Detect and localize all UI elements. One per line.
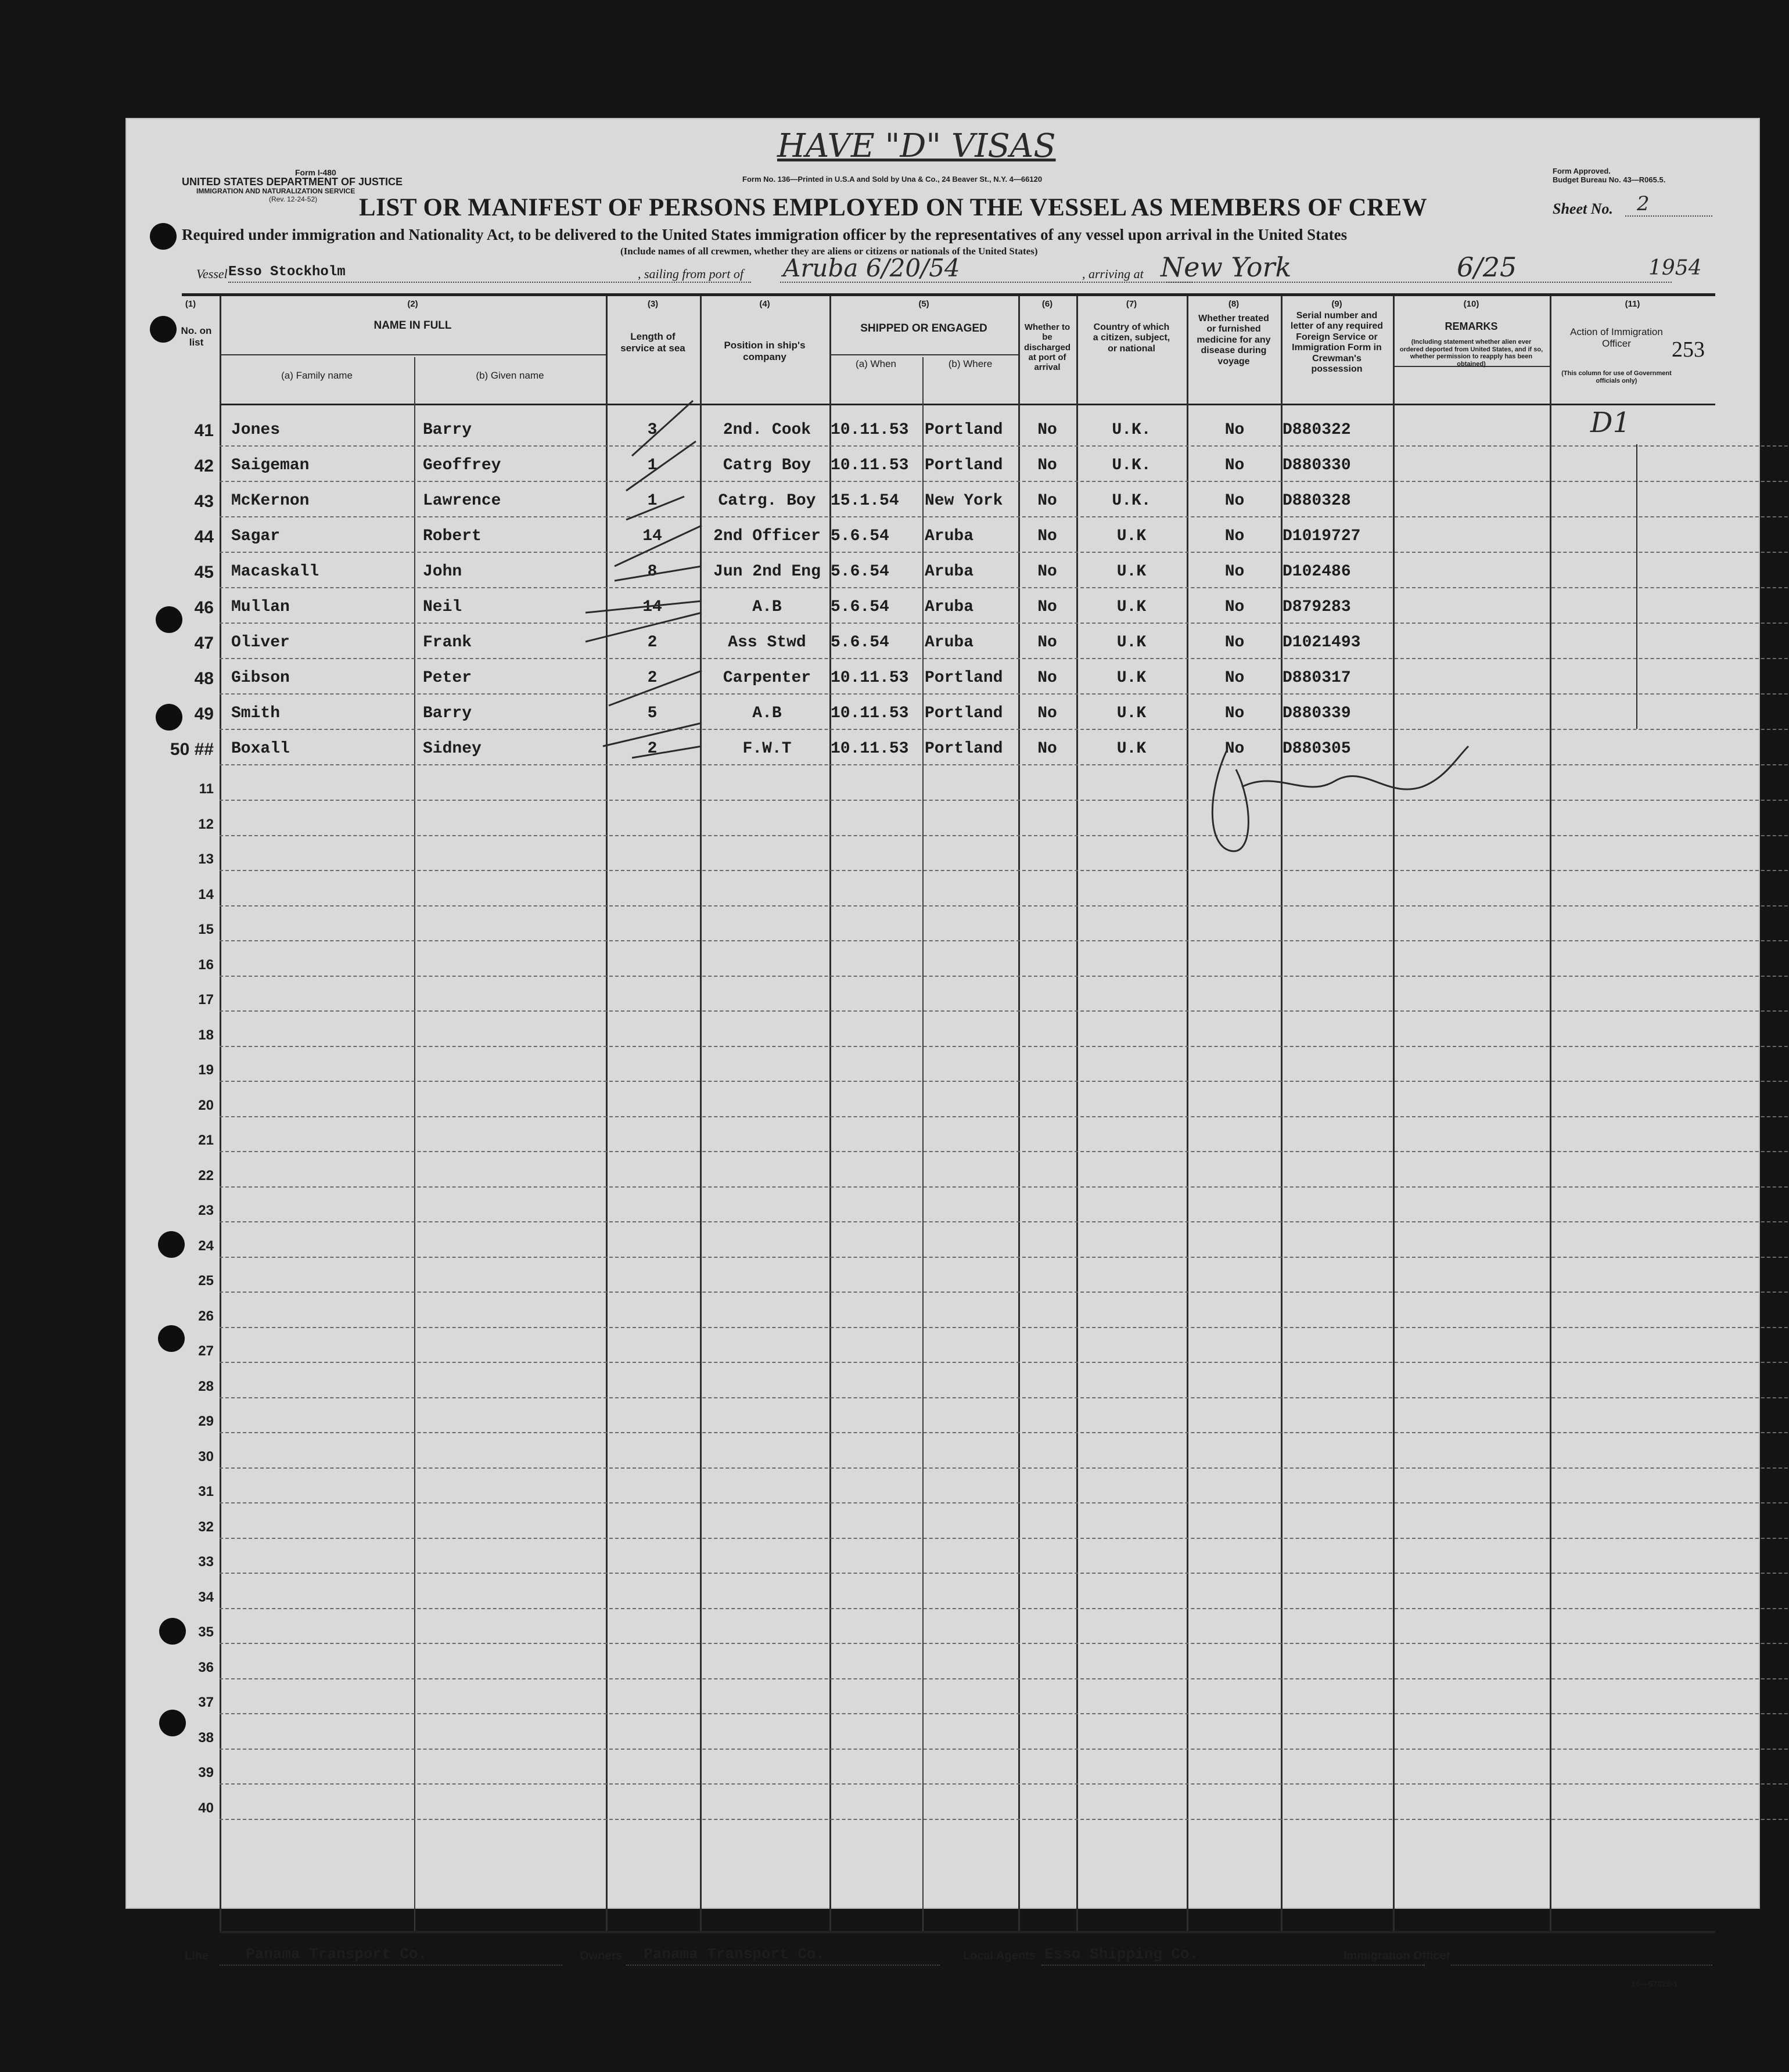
crew-given-cell: Geoffrey: [423, 456, 501, 474]
col-4-number: (4): [759, 299, 770, 309]
crew-serial-cell: D1019727: [1283, 527, 1361, 545]
empty-row-number: 37: [198, 1695, 214, 1710]
crew-family-cell: Macaskall: [231, 563, 319, 581]
empty-row-number: 12: [198, 816, 214, 832]
crew-no-cell: 48: [194, 669, 214, 688]
crew-position-cell: A.B: [752, 598, 782, 616]
crew-position-cell: Carpenter: [723, 669, 811, 687]
crew-given-cell: Neil: [423, 598, 462, 616]
crew-discharged-cell: No: [1037, 704, 1057, 722]
col-11-header: Action of Immigration Officer: [1570, 326, 1663, 349]
handwritten-marks: [127, 119, 1759, 1908]
crew-where-cell: New York: [925, 492, 1003, 510]
punch-hole: [158, 1325, 185, 1352]
subtitle-note: (Include names of all crewmen, whether they are aliens or citizens or nationals of the United States): [620, 246, 1038, 257]
crew-where-cell: Portland: [925, 704, 1003, 722]
crew-no-cell: 47: [194, 634, 214, 653]
crew-given-cell: Peter: [423, 669, 472, 687]
crew-country-cell: U.K: [1116, 740, 1147, 758]
crew-service-cell: 1: [647, 456, 658, 474]
crew-discharged-cell: No: [1037, 421, 1057, 439]
printer-line: Form No. 136—Printed in U.S.A and Sold by Una & Co., 24 Beaver St., N.Y. 4—66120: [742, 175, 1043, 184]
crew-where-cell: Portland: [925, 456, 1003, 474]
crew-discharged-cell: No: [1037, 598, 1057, 616]
crew-family-cell: Mullan: [231, 598, 290, 616]
punch-hole: [150, 223, 177, 250]
empty-row-number: 17: [198, 992, 214, 1008]
crew-treated-cell: No: [1224, 492, 1245, 510]
sailing-from: Aruba 6/20/54: [783, 254, 960, 282]
crew-treated-cell: No: [1224, 598, 1245, 616]
col-8-number: (8): [1228, 299, 1240, 309]
manifest-sheet: [127, 119, 1759, 1988]
page-title: LIST OR MANIFEST OF PERSONS EMPLOYED ON THE VESSEL AS MEMBERS OF CREW: [359, 194, 1428, 221]
sheet-number: 2: [1637, 192, 1650, 215]
col-2-number: (2): [407, 299, 418, 309]
approval-line-1: Form Approved.: [1553, 167, 1611, 175]
crew-when-cell: 10.11.53: [831, 704, 909, 722]
empty-row-number: 23: [198, 1203, 214, 1218]
crew-family-cell: Oliver: [231, 634, 290, 652]
crew-where-cell: Aruba: [925, 563, 974, 581]
empty-row-number: 15: [198, 922, 214, 937]
col-3-number: (3): [647, 299, 659, 309]
crew-position-cell: Jun 2nd Eng: [713, 563, 821, 581]
crew-serial-cell: D880322: [1283, 421, 1351, 439]
crew-no-cell: 41: [194, 421, 214, 440]
col-5a-header: (a) When: [856, 358, 896, 369]
line-value: Panama Transport Co.: [246, 1945, 428, 1963]
crew-where-cell: Aruba: [925, 634, 974, 652]
empty-row-number: 40: [198, 1800, 214, 1816]
crew-country-cell: U.K: [1116, 634, 1147, 652]
crew-when-cell: 15.1.54: [831, 492, 899, 510]
crew-treated-cell: No: [1224, 740, 1245, 758]
crew-when-cell: 10.11.53: [831, 421, 909, 439]
service: IMMIGRATION AND NATURALIZATION SERVICE: [196, 187, 355, 195]
punch-hole: [156, 606, 182, 633]
crew-family-cell: Jones: [231, 421, 281, 439]
crew-family-cell: Saigeman: [231, 456, 310, 474]
empty-row-number: 36: [198, 1659, 214, 1675]
crew-serial-cell: D102486: [1283, 563, 1351, 581]
empty-row-number: 30: [198, 1448, 214, 1465]
crew-service-cell: 14: [642, 598, 662, 616]
empty-row-number: 25: [198, 1273, 214, 1289]
year: 1954: [1648, 256, 1702, 280]
empty-row-number: 18: [198, 1027, 214, 1043]
col-3-header: Length of service at sea: [620, 331, 685, 354]
punch-hole: [159, 1710, 186, 1736]
crew-when-cell: 5.6.54: [831, 634, 889, 652]
crew-given-cell: Lawrence: [423, 492, 501, 510]
crew-family-cell: Smith: [231, 704, 281, 722]
col-7-header: Country of which a citizen, subject, or national: [1093, 322, 1170, 354]
crew-country-cell: U.K: [1116, 598, 1147, 616]
crew-no-cell: 50 ##: [170, 740, 214, 759]
crew-discharged-cell: No: [1037, 563, 1057, 581]
crew-position-cell: F.W.T: [742, 740, 792, 758]
crew-service-cell: 5: [647, 704, 658, 722]
crew-when-cell: 10.11.53: [831, 740, 909, 758]
crew-service-cell: 8: [647, 563, 658, 581]
crew-discharged-cell: No: [1037, 634, 1057, 652]
crew-no-cell: 49: [194, 704, 214, 724]
crew-when-cell: 10.11.53: [831, 669, 909, 687]
crew-no-cell: 43: [194, 492, 214, 511]
empty-row-number: 32: [198, 1519, 214, 1535]
crew-discharged-cell: No: [1037, 492, 1057, 510]
crew-service-cell: 2: [647, 740, 658, 758]
crew-service-cell: 2: [647, 634, 658, 652]
col-9-header: Serial number and letter of any required Foreign Service or Immigration Form in Crewman's possession: [1290, 311, 1384, 374]
col-2b-header: (b) Given name: [476, 370, 544, 381]
crew-treated-cell: No: [1224, 704, 1245, 722]
empty-row-number: 27: [198, 1343, 214, 1359]
department: UNITED STATES DEPARTMENT OF JUSTICE: [182, 176, 403, 188]
crew-service-cell: 2: [647, 669, 658, 687]
crew-position-cell: Catrg Boy: [723, 456, 811, 474]
form-id: Form I-480: [295, 168, 336, 177]
crew-position-cell: 2nd. Cook: [723, 421, 811, 439]
form-code: 16—67829-1: [1631, 1979, 1678, 1988]
col-11-note: (This column for use of Government officials only): [1561, 370, 1672, 384]
arriving-at: New York: [1161, 251, 1292, 283]
crew-treated-cell: No: [1224, 634, 1245, 652]
crew-no-cell: 42: [194, 456, 214, 476]
crew-discharged-cell: No: [1037, 527, 1057, 545]
empty-row-number: 35: [198, 1624, 214, 1640]
crew-serial-cell: D880339: [1283, 704, 1351, 722]
crew-treated-cell: No: [1224, 563, 1245, 581]
crew-given-cell: Sidney: [423, 740, 482, 758]
arrival-date: 6/25: [1457, 251, 1517, 283]
crew-family-cell: Boxall: [231, 740, 290, 758]
punch-hole: [156, 704, 182, 731]
crew-family-cell: Sagar: [231, 527, 281, 545]
crew-no-cell: 44: [194, 527, 214, 546]
crew-given-cell: Barry: [423, 704, 472, 722]
empty-row-number: 28: [198, 1378, 214, 1394]
crew-where-cell: Portland: [925, 740, 1003, 758]
col-6-header: Whether to be discharged at port of arrival: [1023, 322, 1071, 372]
crew-when-cell: 10.11.53: [831, 456, 909, 474]
arriving-label: , arriving at: [1082, 267, 1144, 281]
stamp-number: 253: [1672, 337, 1705, 362]
col-5-number: (5): [918, 299, 929, 309]
action-mark-row-41: D1: [1590, 407, 1631, 439]
crew-no-cell: 46: [194, 598, 214, 617]
col-5-header: SHIPPED OR ENGAGED: [860, 322, 987, 334]
crew-serial-cell: D880317: [1283, 669, 1351, 687]
handwritten-note: HAVE "D" VISAS: [777, 127, 1056, 165]
col-2-header: NAME IN FULL: [373, 319, 452, 332]
owners-value: Panama Transport Co.: [644, 1945, 825, 1963]
col-9-number: (9): [1331, 299, 1342, 309]
col-11-number: (11): [1625, 299, 1640, 309]
crew-serial-cell: D880330: [1283, 456, 1351, 474]
subtitle: Required under immigration and Nationality Act, to be delivered to the United States immigration officer by the representatives of any vessel upon arrival in the United States: [182, 226, 1348, 243]
empty-row-number: 14: [198, 886, 214, 902]
empty-row-number: 19: [198, 1062, 214, 1078]
col-1-number: (1): [185, 299, 196, 309]
col-10-header: REMARKS: [1445, 321, 1498, 332]
owners-label: Owners: [580, 1949, 623, 1962]
crew-service-cell: 3: [647, 421, 658, 439]
crew-family-cell: Gibson: [231, 669, 290, 687]
col-5b-header: (b) Where: [948, 358, 993, 369]
crew-country-cell: U.K.: [1112, 456, 1151, 474]
revision: (Rev. 12-24-52): [269, 195, 318, 203]
empty-row-number: 22: [198, 1167, 214, 1184]
crew-treated-cell: No: [1224, 456, 1245, 474]
crew-given-cell: Robert: [423, 527, 482, 545]
crew-treated-cell: No: [1224, 421, 1245, 439]
empty-row-number: 26: [198, 1308, 214, 1324]
crew-given-cell: Frank: [423, 634, 472, 652]
col-7-number: (7): [1126, 299, 1137, 309]
col-10-number: (10): [1463, 299, 1479, 309]
empty-row-number: 13: [198, 851, 214, 867]
col-6-number: (6): [1041, 299, 1053, 309]
empty-row-number: 16: [198, 956, 214, 973]
crew-where-cell: Portland: [925, 421, 1003, 439]
punch-hole: [159, 1618, 186, 1645]
empty-row-number: 29: [198, 1413, 214, 1429]
crew-serial-cell: D879283: [1283, 598, 1351, 616]
punch-hole: [158, 1231, 185, 1258]
col-4-header: Position in ship's company: [724, 340, 806, 362]
crew-given-cell: John: [423, 563, 462, 581]
crew-where-cell: Aruba: [925, 598, 974, 616]
crew-country-cell: U.K: [1116, 669, 1147, 687]
crew-serial-cell: D880305: [1283, 740, 1351, 758]
crew-family-cell: McKernon: [231, 492, 310, 510]
punch-hole: [150, 316, 177, 343]
empty-row-number: 39: [198, 1765, 214, 1780]
empty-row-number: 11: [199, 781, 214, 797]
crew-discharged-cell: No: [1037, 740, 1057, 758]
agents-label: Local Agents: [963, 1949, 1036, 1962]
empty-row-number: 34: [198, 1589, 214, 1605]
crew-country-cell: U.K: [1116, 527, 1147, 545]
sheet-label: Sheet No.: [1553, 200, 1613, 217]
crew-country-cell: U.K.: [1112, 421, 1151, 439]
crew-treated-cell: No: [1224, 527, 1245, 545]
crew-discharged-cell: No: [1037, 669, 1057, 687]
empty-row-number: 31: [198, 1484, 214, 1499]
col-2a-header: (a) Family name: [281, 370, 353, 381]
crew-when-cell: 5.6.54: [831, 598, 889, 616]
vessel-label: Vessel: [196, 267, 228, 281]
crew-no-cell: 45: [194, 563, 214, 582]
crew-service-cell: 1: [647, 492, 658, 510]
empty-row-number: 24: [198, 1238, 214, 1254]
crew-when-cell: 5.6.54: [831, 563, 889, 581]
col-8-header: Whether treated or furnished medicine for any disease during voyage: [1197, 314, 1271, 366]
crew-country-cell: U.K.: [1112, 492, 1151, 510]
crew-serial-cell: D880328: [1283, 492, 1351, 510]
crew-when-cell: 5.6.54: [831, 527, 889, 545]
approval-line-2: Budget Bureau No. 43—R065.5.: [1553, 175, 1666, 184]
crew-position-cell: Ass Stwd: [728, 634, 806, 652]
empty-row-number: 33: [198, 1554, 214, 1570]
crew-position-cell: 2nd Officer: [713, 527, 821, 545]
crew-position-cell: Catrg. Boy: [718, 492, 816, 510]
crew-where-cell: Aruba: [925, 527, 974, 545]
crew-where-cell: Portland: [925, 669, 1003, 687]
empty-row-number: 21: [198, 1132, 214, 1148]
sailing-label: , sailing from port of: [638, 267, 743, 281]
crew-treated-cell: No: [1224, 669, 1245, 687]
empty-row-number: 20: [198, 1097, 214, 1113]
agents-value: Esso Shipping Co.: [1044, 1945, 1199, 1963]
crew-given-cell: Barry: [423, 421, 472, 439]
crew-position-cell: A.B: [752, 704, 782, 722]
col-1-header: No. on list: [181, 325, 212, 348]
crew-country-cell: U.K: [1116, 704, 1147, 722]
line-label: Line: [185, 1949, 209, 1962]
crew-discharged-cell: No: [1037, 456, 1057, 474]
vessel-name: Esso Stockholm: [228, 264, 346, 280]
col-10-note: (Including statement whether alien ever ordered deported from United States, and if so, whether permission to reapply has been obtained): [1399, 339, 1543, 368]
crew-service-cell: 14: [642, 527, 662, 545]
crew-serial-cell: D1021493: [1283, 634, 1361, 652]
immigration-officer-label: Immigration Officer: [1343, 1949, 1451, 1962]
empty-row-number: 38: [198, 1729, 214, 1746]
crew-country-cell: U.K: [1116, 563, 1147, 581]
